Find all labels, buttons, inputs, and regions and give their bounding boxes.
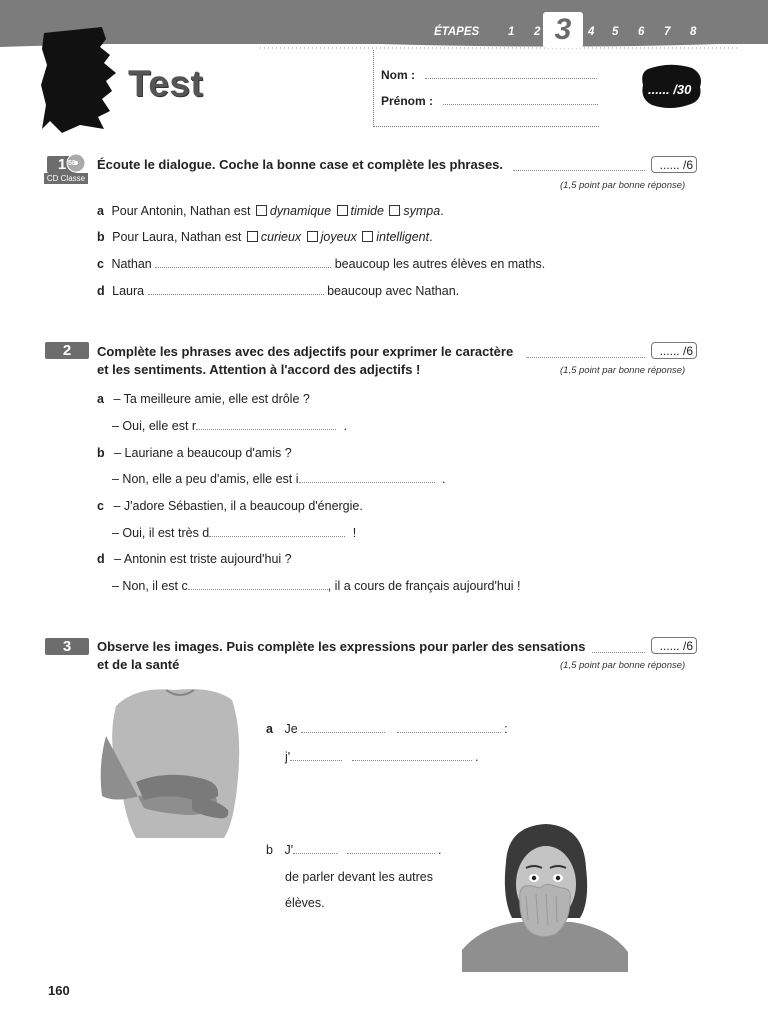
- ex2-c-answer-end: !: [352, 526, 357, 540]
- step-8: 8: [690, 26, 697, 38]
- ex1-item-a: a Pour Antonin, Nathan est dynamique timide sympa.: [97, 204, 444, 218]
- ex1-d-end: beaucoup avec Nathan.: [327, 284, 460, 298]
- step-4: 4: [588, 26, 595, 38]
- nom-field[interactable]: [425, 68, 597, 79]
- ex1-c-letter: c: [97, 257, 104, 271]
- ex1-instruction: Écoute le dialogue. Coche la bonne case et complète les phrases.: [97, 157, 504, 172]
- shocked-woman-photo: [462, 822, 628, 972]
- ex1-c-end: beaucoup les autres élèves en maths.: [334, 257, 546, 271]
- ex1-c-start: Nathan: [111, 257, 152, 271]
- etapes-nav: [430, 26, 760, 40]
- identity-box: [373, 50, 599, 127]
- ex3-a-line2-end: .: [475, 750, 479, 764]
- ex3-a-letter: a: [266, 722, 273, 736]
- option-joyeux: joyeux: [320, 230, 357, 244]
- ex2-b-letter: b: [97, 446, 105, 460]
- checkbox-dynamique[interactable]: [256, 205, 267, 216]
- ex2-d-letter: d: [97, 552, 105, 566]
- ex2-item-c-question: [97, 499, 363, 513]
- checkbox-timide[interactable]: [337, 205, 348, 216]
- ex1-item-b: b Pour Laura, Nathan est curieux joyeux intelligent.: [97, 230, 433, 244]
- ex2-b-answer-start: – Non, elle a peu d'amis, elle est i: [112, 472, 299, 486]
- ex2-d-question: – Antonin est triste aujourd'hui ?: [114, 552, 292, 566]
- ex3-item-a-line1: [266, 722, 508, 736]
- step-2: 2: [534, 26, 541, 38]
- ex2-c-letter: c: [97, 499, 104, 513]
- ink-splash-icon: [40, 25, 118, 135]
- ex3-score: ...... /6: [651, 637, 697, 654]
- ex2-a-blank[interactable]: [196, 419, 336, 430]
- option-curieux: curieux: [260, 230, 302, 244]
- option-intelligent: intelligent: [376, 230, 430, 244]
- ex3-a-line1-start: Je: [284, 722, 298, 736]
- prenom-field[interactable]: [443, 94, 598, 105]
- prenom-label: Prénom :: [381, 94, 434, 108]
- ex2-d-answer-start: – Non, il est c: [112, 579, 188, 593]
- ex1-b-letter: b: [97, 230, 105, 244]
- ex3-dots: [592, 642, 645, 653]
- ex3-item-a-line2: [285, 750, 479, 764]
- ex2-b-question: – Lauriane a beaucoup d'amis ?: [114, 446, 292, 460]
- ex1-number: 1: [47, 156, 77, 173]
- ex3-b-line1-start: J': [284, 843, 294, 857]
- ex3-number: 3: [45, 638, 89, 655]
- step-1: 1: [508, 26, 515, 38]
- option-dynamique: dynamique: [269, 204, 332, 218]
- ex3-b-line2: de parler devant les autres: [285, 870, 434, 884]
- ex3-a-blank2[interactable]: [397, 722, 501, 733]
- checkbox-joyeux[interactable]: [307, 231, 318, 242]
- ex2-instruction-line1: Complète les phrases avec des adjectifs pour exprimer le caractère: [97, 344, 514, 359]
- ex3-instruction-line1: Observe les images. Puis complète les expressions pour parler des sensations: [97, 639, 586, 654]
- ex3-a-blank3[interactable]: [290, 750, 342, 761]
- ex1-d-blank[interactable]: [148, 284, 324, 295]
- ex1-d-letter: d: [97, 284, 105, 298]
- ex2-b-blank[interactable]: [299, 472, 435, 483]
- ex1-item-d: [97, 284, 459, 298]
- ex3-a-line2-start: j': [285, 750, 291, 764]
- ex1-d-start: Laura: [112, 284, 145, 298]
- checkbox-curieux[interactable]: [247, 231, 258, 242]
- ex2-score: ...... /6: [651, 342, 697, 359]
- checkbox-sympa[interactable]: [389, 205, 400, 216]
- ex3-b-line3: élèves.: [285, 896, 325, 910]
- nom-row: [381, 67, 597, 82]
- ex2-item-d-answer: [112, 579, 521, 593]
- ex2-c-blank[interactable]: [209, 526, 345, 537]
- current-step-badge: 3: [543, 12, 583, 48]
- ex1-dots: [513, 160, 645, 171]
- ex2-item-d-question: [97, 552, 292, 566]
- ex2-item-a-answer: [112, 419, 347, 433]
- page-number: 160: [48, 983, 70, 998]
- ex2-item-a-question: [97, 392, 310, 406]
- ex2-a-answer-end: .: [343, 419, 348, 433]
- ex1-c-blank[interactable]: [155, 257, 331, 268]
- ex2-a-letter: a: [97, 392, 104, 406]
- ex2-a-question: – Ta meilleure amie, elle est drôle ?: [113, 392, 310, 406]
- total-score: ...... /30: [648, 82, 692, 97]
- ex2-instruction-line2: et les sentiments. Attention à l'accord des adjectifs !: [97, 362, 421, 377]
- ex1-item-c: [97, 257, 545, 271]
- ex2-item-b-answer: [112, 472, 446, 486]
- ex2-b-answer-end: .: [442, 472, 446, 486]
- ex3-instruction-line2: et de la santé: [97, 657, 180, 672]
- ex2-item-c-answer: [112, 526, 356, 540]
- ex3-b-letter: b: [266, 843, 273, 857]
- ex3-a-blank4[interactable]: [352, 750, 472, 761]
- ex2-points-note: (1,5 point par bonne réponse): [560, 365, 686, 376]
- ex2-number: 2: [45, 342, 89, 359]
- ex2-c-question: – J'adore Sébastien, il a beaucoup d'énergie.: [113, 499, 363, 513]
- ex1-a-letter: a: [97, 204, 104, 218]
- ex3-b-blank2[interactable]: [347, 843, 435, 854]
- ex2-d-answer-end: , il a cours de français aujourd'hui !: [327, 579, 521, 593]
- cd-label: CD Classe: [44, 173, 88, 184]
- ex3-a-line1-end: :: [504, 722, 508, 736]
- prenom-row: [381, 93, 598, 108]
- ex3-b-line1-end: .: [438, 843, 442, 857]
- ex2-a-answer-start: – Oui, elle est r: [112, 419, 197, 433]
- nom-label: Nom :: [381, 68, 415, 82]
- ex2-dots: [527, 347, 645, 358]
- etapes-label: ÉTAPES: [434, 26, 480, 38]
- step-5: 5: [612, 26, 619, 38]
- ex2-d-blank[interactable]: [188, 579, 328, 590]
- ex1-score: ...... /6: [651, 156, 697, 173]
- ex3-b-blank1[interactable]: [293, 843, 337, 854]
- ex1-a-text: Pour Antonin, Nathan est: [111, 204, 251, 218]
- step-7: 7: [664, 26, 671, 38]
- stomach-ache-photo: [96, 686, 244, 838]
- option-sympa: sympa: [403, 204, 441, 218]
- cd-track: 58: [68, 160, 76, 167]
- ex2-item-b-question: [97, 446, 292, 460]
- ex3-item-b-line1: [266, 843, 442, 857]
- ex3-a-blank1[interactable]: [301, 722, 385, 733]
- ex1-b-text: Pour Laura, Nathan est: [112, 230, 242, 244]
- ex3-points-note: (1,5 point par bonne réponse): [560, 660, 686, 671]
- page-title: Test: [128, 63, 204, 104]
- step-6: 6: [638, 26, 645, 38]
- ex2-c-answer-start: – Oui, il est très d: [112, 526, 210, 540]
- ex1-points-note: (1,5 point par bonne réponse): [560, 180, 686, 191]
- checkbox-intelligent[interactable]: [362, 231, 373, 242]
- option-timide: timide: [350, 204, 384, 218]
